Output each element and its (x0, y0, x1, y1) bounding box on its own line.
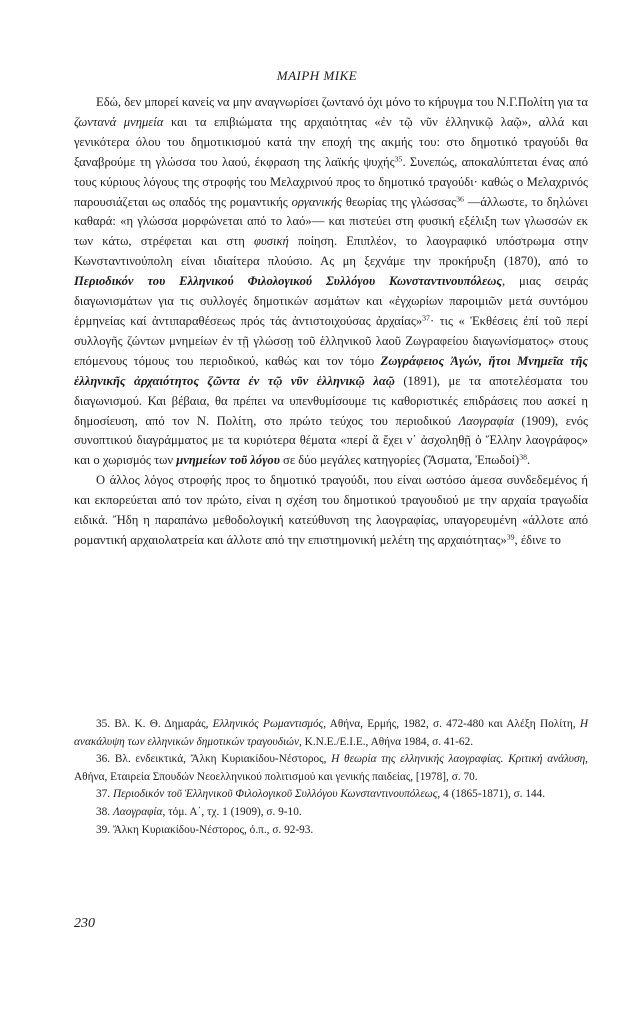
text-run: 35. Βλ. Κ. Θ. Δημαράς, (96, 718, 213, 730)
text-run: και τα επιβιώματα της αρχαιότητας «ἐν τῷ νῦν ἑλληνικῷ λαῷ», αλλά και γενικότερα όλου του δημοτικισμού κατά την εποχή της ακμής του: στο δημοτικό τραγούδι θα ξαναβρούμε τη γλώσσα του λαού, έκφραση της λαϊκής ψυχής (74, 114, 588, 169)
footnote-ref: 37 (422, 313, 430, 323)
text-run: , 4 (1865-1871), σ. 144. (437, 788, 546, 801)
text-run: , τόμ. Α΄, τχ. 1 (1909), σ. 9-10. (162, 805, 302, 818)
text-run: —άλλωστε, το δηλώνει καθαρά: «η γλώσσα μορφώνεται από το λαό»— και πιστεύει στη φυσική εξέλιξη των γλωσσών εκ των κάτω, στρέφεται και στη (74, 194, 589, 249)
page-number: 230 (74, 916, 95, 931)
footnote-ref: 38 (519, 453, 527, 463)
text-run: . Συνεπώς, αποκαλύπτεται ένας από τους κύριους λόγους της στροφής του Μελαχρινού προς το δημοτικό τραγούδι· καθώς ο Μελαχρινός παρουσιάζεται ως οπαδός της ρομαντικής (74, 154, 588, 209)
title-run: Περιοδικόν του Ελληνικού Φιλολογικού Συλλόγου Κωνσταντινουπόλεως (74, 274, 503, 289)
italic-run: Η ανακάλυψη των ελληνικών δημοτικών τραγουδιών (74, 718, 589, 748)
footnote (74, 786, 588, 804)
footnote-ref: 39 (506, 532, 515, 542)
text-run: θεωρίας της γλώσσας (342, 194, 457, 209)
text-run: . (527, 453, 531, 468)
title-run: Ζωγράφειος Ἀγών, ἤτοι Μνημεῖα τῆς ἑλληνικῆς ἀρχαιότητος ζῶντα ἐν τῷ νῦν ἑλληνικῷ λαῷ (74, 353, 588, 388)
text-run: , Αθήνα, Ερμής, 1982, σ. 472-480 και Αλέξη Πολίτη, (323, 718, 580, 730)
italic-run: οργανικής (291, 194, 342, 209)
text-run: ποίηση. Επιπλέον, το λαογραφικό υπόστρωμα στην Κωνσταντινούπολη είναι ιδιαίτερα πλούσιο. Ας μη ξεχνάμε την προκήρυξη (1870), από το (74, 234, 589, 269)
text-run: 36. Βλ. ενδεικτικά, Ἄλκη Κυριακίδου-Νέστορος, (96, 753, 332, 766)
italic-run: Η θεωρία της ελληνικής λαογραφίας. Κριτική ανάλυση (331, 753, 586, 766)
italic-run: Λαογραφία (458, 413, 514, 428)
text-run: Εδώ, δεν μπορεί κανείς να μην αναγνωρίσει ζωντανό όχι μόνο το κήρυγμα του Ν.Γ.Πολίτη για τα (96, 95, 588, 109)
footnote (74, 751, 588, 786)
text-run: Ο άλλος λόγος στροφής προς το δημοτικό τραγούδι, που είναι ωστόσο άμεσα συνδεδεμένος ή και εκπορεύεται από τον πρώτο, είναι η σχέση του δημοτικού τραγουδιού με την αρχαία τραγωδία ειδικά. Ἤδη η παραπάνω μεθοδολογική κατεύθυνση της λαογραφίας, υπαγορευμένη «άλλοτε από ρομαντική αρχαιολατρεία και άλλοτε από την επιστημονική μελέτη της αρχαιότητας» (74, 473, 588, 547)
footnote-ref: 35 (394, 154, 403, 164)
italic-run: Ελληνικός Ρωμαντισμός (212, 718, 324, 730)
text-run: σε δύο μεγάλες κατηγορίες (Ἄσματα, Ἐπωδοί) (279, 453, 520, 468)
footnotes (74, 716, 588, 839)
text-run: 39. Ἄλκη Κυριακίδου-Νέστορος, ό.π., σ. 92-93. (96, 823, 314, 836)
text-run: (1909), ενός συνοπτικού διαγράμματος με τα κυριότερα θέματα «περί ἅ ἔχει ν᾿ ἀσχοληθῇ ὁ Ἕλλην λαογράφος» και ο χωρισμός των (74, 413, 588, 468)
footnote (74, 822, 588, 840)
text-run: , Κ.Ν.Ε./Ε.Ι.Ε., Αθήνα 1984, σ. 41-62. (299, 735, 474, 748)
main-text (74, 93, 588, 551)
text-run: , έδινε το (514, 532, 561, 547)
italic-run: φυσική (254, 234, 289, 249)
text-run: , μιας σειράς διαγωνισμάτων για τις συλλογές δημοτικών ασμάτων και «ἐγχωρίων παροιμιῶν μετά συντόμου ἑρμηνείας καί ἀντιπαραθέσεως πρός τάς ἀντιστοιχούσας ἀρχαίας» (74, 274, 588, 328)
paragraph (74, 93, 588, 471)
text-run: 37. (96, 788, 113, 801)
text-run: 38. (96, 805, 113, 818)
italic-run: ζωντανά μνημεία (74, 114, 164, 129)
italic-run: Περιοδικόν τοῦ Ἑλληνικοῦ Φιλολογικοῦ Συλλόγου Κωνσταντινουπόλεως (112, 788, 438, 801)
footnote-ref: 36 (456, 194, 464, 204)
footnote (74, 716, 588, 751)
title-run: μνημείων τοῦ λόγου (176, 453, 280, 468)
footnote (74, 804, 588, 822)
running-head: ΜΑΙΡΗ ΜΙΚΕ (276, 68, 358, 83)
text-run: · τις « Ἐκθέσεις ἐπί τοῦ περί συλλογῆς ζώντων μνημείων ἐν τῇ γλώσσῃ τοῦ ἑλληνικοῦ λαοῦ Ζωγραφείου διαγωνίσματος» στους επόμενους τόμους του περιοδικού, καθώς και τον τόμο (74, 313, 589, 368)
paragraph (74, 471, 588, 551)
text-run: , Αθήνα, Εταιρεία Σπουδών Νεοελληνικού πολιτισμού και γενικής παιδείας, [1978], σ. 70. (74, 753, 588, 783)
italic-run: Λαογραφία (112, 805, 163, 818)
text-run: (1891), με τα αποτελέσματα του διαγωνισμού. Και βέβαια, θα πρέπει να υπενθυμίσουμε τις καθοριστικές επιδράσεις που ασκεί η δημοσίευση, από τον Ν. Πολίτη, στο πρώτο τεύχος του περιοδικού (74, 373, 588, 428)
